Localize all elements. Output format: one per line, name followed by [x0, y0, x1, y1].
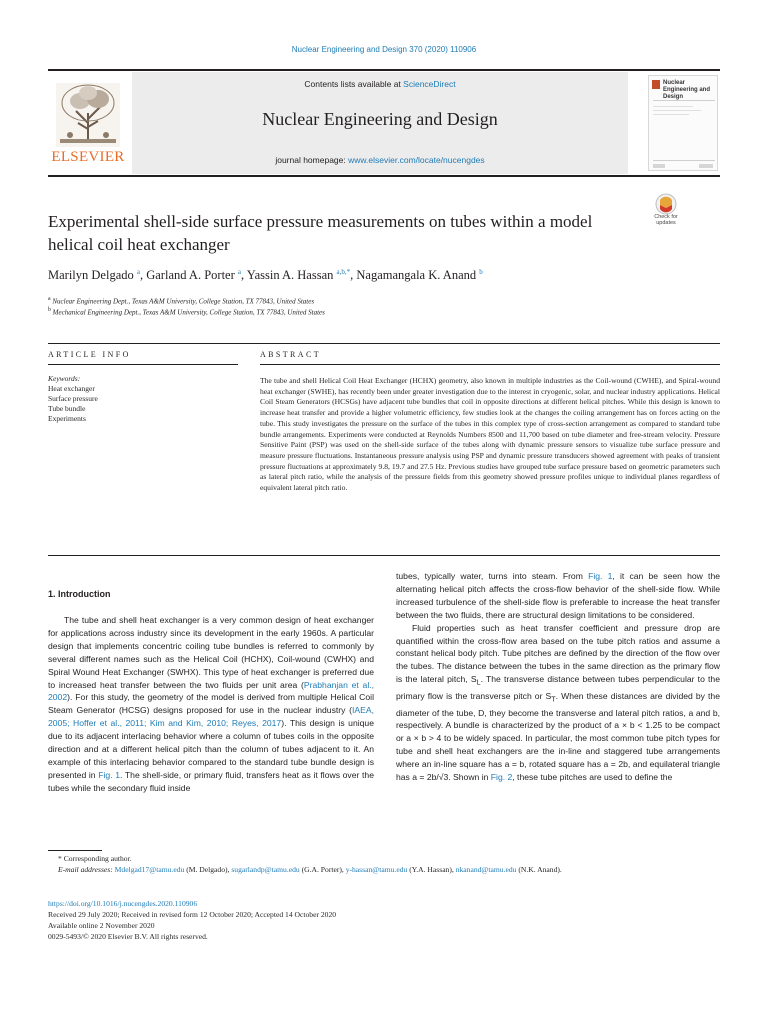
keyword-item: Surface pressure — [48, 394, 98, 403]
introduction-heading: 1. Introduction — [48, 589, 111, 599]
figure-link[interactable]: Fig. 1 — [588, 571, 613, 581]
author[interactable]: Nagamangala K. Anand — [356, 268, 477, 283]
body-text: The tube and shell heat exchanger is a very common design of heat exchanger for applications across industry since its development in the early 1960s. A particular design that implements concentric coiling tube bundles is referred to commonly by several different names such as the Helical Coil (HCHX), Coil-wound (CWHX) and Spiral Wound Heat Exchanger (SWHX). This type of heat exchanger is preferred due to increased heat transfer between the two fluids per unit area ( — [48, 615, 374, 690]
email-owner: (M. Delgado), — [184, 865, 232, 874]
abstract-body: The tube and shell Helical Coil Heat Exchanger (HCHX) geometry, also known in multiple industries as the Coil-wound (CWHE), and Spiral-wound heat exchanger (SWHE), has recently been under greater investigation due to the interest in cryogenic, solar, and nuclear industry applications. Helical Coil Steam Generators (HCSGs) have adjacent tube bundles that coil in opposite directions at different helical pitches. While this design is known to increase heat transfer and provide a higher volumetric efficiency, few studies look at the changes the coiling arrangement has on forces acting on the tube. This study investigates the pressure on the surface of the tubes in this complex type of cross-section arrangement as compared to standard tube bundle arrangements. Experiments were conducted at Reynolds Numbers 8500 and 11,700 based on tube diameter and free-stream velocity. Pressure Sensitive Paint (PSP) was used on the shell-side surface of the tubes along with dynamic pressure sensors to visualize tube surface pressure and measure pressure fluctuations. Instantaneous pressure analysis using PSP and dynamic pressure transducers showed agreement with peaks of transient pressure fluctuations at approximately 9.8, 19.7 and 27.5 Hz. Previous studies have grouped tube surface pressure based on geometric parameters such as lateral pitch ratio, while the analysis of the pressure fields from this geometry showed pressure profiles unique to individual planes regardless of equivalent lateral pitch ratio. — [260, 376, 720, 493]
author[interactable]: Garland A. Porter — [146, 268, 235, 283]
keywords-block — [48, 374, 238, 424]
section-divider — [48, 343, 720, 344]
body-paragraph — [48, 614, 374, 795]
body-column-right — [396, 570, 720, 784]
email-link[interactable]: y-hassan@tamu.edu — [345, 865, 408, 874]
article-info-rule — [48, 364, 238, 365]
body-column-left — [48, 614, 374, 795]
doi-link[interactable]: https://doi.org/10.1016/j.nucengdes.2020.110906 — [48, 899, 198, 908]
header-top-rule — [48, 69, 720, 71]
section-divider — [48, 555, 720, 556]
abstract-heading: ABSTRACT — [260, 350, 321, 359]
email-addresses — [48, 864, 720, 875]
figure-link[interactable]: Fig. 1 — [98, 769, 121, 780]
body-text: . When these distances are divided by the diameter of the tube, D, they become the transverse and lateral pitch ratios, a and b, respectively. A bundle is characterized by the product of a × b < 1.25 to be compact or a × b > 4 to be widely spaced. In particular, the most common tube pitch types for tube and shell heat exchangers are the in-line and staggered tube arrangements where an in-line square has a = b, rotated square has a = 2b, and equilateral triangle has a = 2b/√3. Shown in — [396, 690, 720, 783]
body-text: , these tube pitches are used to define the — [512, 772, 673, 783]
footnote-rule — [48, 850, 102, 851]
copyright-notice: 0029-5493/© 2020 Elsevier B.V. All rights reserved. — [48, 932, 208, 941]
affiliation-marker: a — [48, 296, 51, 302]
author-affiliation-marker[interactable]: a — [237, 268, 241, 276]
sciencedirect-link[interactable]: ScienceDirect — [403, 79, 456, 89]
author[interactable]: Yassin A. Hassan — [246, 268, 334, 283]
figure-link[interactable]: Fig. 2 — [490, 772, 513, 783]
footnotes — [48, 853, 720, 875]
journal-title: Nuclear Engineering and Design — [262, 109, 498, 129]
journal-reference[interactable]: Nuclear Engineering and Design 370 (2020) 110906 — [291, 45, 477, 54]
author-list — [48, 268, 720, 283]
header-bottom-rule — [48, 175, 720, 177]
abstract-rule — [260, 364, 720, 365]
affiliation-b — [48, 307, 720, 316]
journal-header — [48, 69, 720, 173]
article-title: Experimental shell-side surface pressure measurements on tubes within a model helical coil heat exchanger — [48, 212, 593, 254]
homepage-prefix: journal homepage: — [275, 155, 349, 165]
affiliation-text: Mechanical Engineering Dept., Texas A&M University, College Station, TX 77843, United States — [52, 308, 325, 317]
journal-cover-thumbnail — [648, 75, 718, 171]
email-owner: (Y.A. Hassan), — [407, 865, 456, 874]
author[interactable]: Marilyn Delgado — [48, 268, 134, 283]
citation-link[interactable]: IAEA, 2005; Hoffer et al., 2011; Kim and Kim, 2010; Reyes, 2017 — [48, 705, 374, 729]
article-info-heading: ARTICLE INFO — [48, 350, 131, 359]
email-link[interactable]: Mdelgad17@tamu.edu — [114, 865, 185, 874]
author-separator: , — [139, 268, 147, 283]
keyword-item: Experiments — [48, 414, 86, 423]
author-separator: , — [241, 268, 247, 283]
citation-link[interactable]: Prabhanjan et al., 2002 — [48, 679, 375, 703]
body-paragraph — [396, 622, 720, 784]
subscript: T — [551, 695, 556, 704]
author-affiliation-marker[interactable]: b — [479, 268, 483, 276]
corresponding-author-note: * Corresponding author. — [58, 854, 132, 863]
email-owner: (G.A. Porter), — [299, 865, 346, 874]
body-text: tubes, typically water, turns into steam. From — [396, 571, 589, 581]
subscript: L — [476, 678, 481, 687]
contents-line — [132, 79, 628, 89]
check-updates-label: Check for updates — [654, 214, 678, 226]
body-text: ). This design is unique due to its adjacent interlacing behavior where a column of tubes coils in the opposite direction and at a different helical pitch than the column of tubes adjacent to it. An example of this interlacing behavior compared to the standard tube bundle design is presented in — [48, 718, 374, 780]
email-link[interactable]: sugarlandp@tamu.edu — [231, 865, 300, 874]
check-for-updates-badge[interactable] — [650, 193, 682, 233]
cover-title: Nuclear Engineering and Design — [663, 80, 711, 100]
keywords-label: Keywords: — [48, 374, 81, 383]
author-affiliation-marker[interactable]: a,b,* — [336, 268, 351, 276]
email-link[interactable]: nkanand@tamu.edu — [455, 865, 517, 874]
received-dates: Received 29 July 2020; Received in revised form 12 October 2020; Accepted 14 October 2020 — [48, 910, 337, 919]
email-owner: (N.K. Anand). — [516, 865, 562, 874]
homepage-link[interactable]: www.elsevier.com/locate/nucengdes — [348, 155, 485, 165]
author-affiliation-marker[interactable]: a — [136, 268, 140, 276]
author-separator: , — [350, 268, 357, 283]
check-updates-icon — [650, 193, 682, 215]
keyword-item: Heat exchanger — [48, 384, 95, 393]
body-text: ). For this study, the geometry of the model is derived from multiple Helical Coil Steam Generator (HCSG) designs proposed for use in the nuclear industry ( — [48, 692, 374, 716]
affiliation-text: Nuclear Engineering Dept., Texas A&M University, College Station, TX 77843, United States — [52, 297, 315, 306]
homepage-line — [132, 155, 628, 165]
affiliation-a — [48, 296, 720, 305]
journal-title-box — [132, 72, 628, 174]
body-text: Fluid properties such as heat transfer coefficient and pressure drop are quantified within the cross-flow area based on the tube pitch ratios and assume a constant helical body pitch. Tube pitches are defined by the direction of the flow over the tubes. The distance between the tubes in the same direction as the primary flow is the lateral pitch, S — [396, 622, 720, 685]
contents-prefix: Contents lists available at — [304, 79, 404, 89]
publication-info — [48, 898, 720, 942]
body-paragraph — [396, 570, 720, 622]
affiliation-marker: b — [48, 307, 51, 313]
publisher-wordmark: ELSEVIER — [51, 149, 125, 165]
body-text: , it can be seen how the alternating helical pitch affects the cross-flow behavior of the shell-side flow. While increased turbulence of the shell-side flow is preferable to increase the heat transfer between the two fluids, there are structural design limitations to be considered. — [396, 571, 721, 620]
available-online-date: Available online 2 November 2020 — [48, 921, 155, 930]
body-text: . The transverse distance between tubes perpendicular to the primary flow is the transverse pitch or S — [396, 674, 720, 701]
body-text: . The shell-side, or primary fluid, transfers heat as it flows over the tubes while the secondary fluid inside — [48, 769, 374, 793]
keyword-item: Tube bundle — [48, 404, 86, 413]
email-label: E-mail addresses: — [58, 865, 113, 874]
